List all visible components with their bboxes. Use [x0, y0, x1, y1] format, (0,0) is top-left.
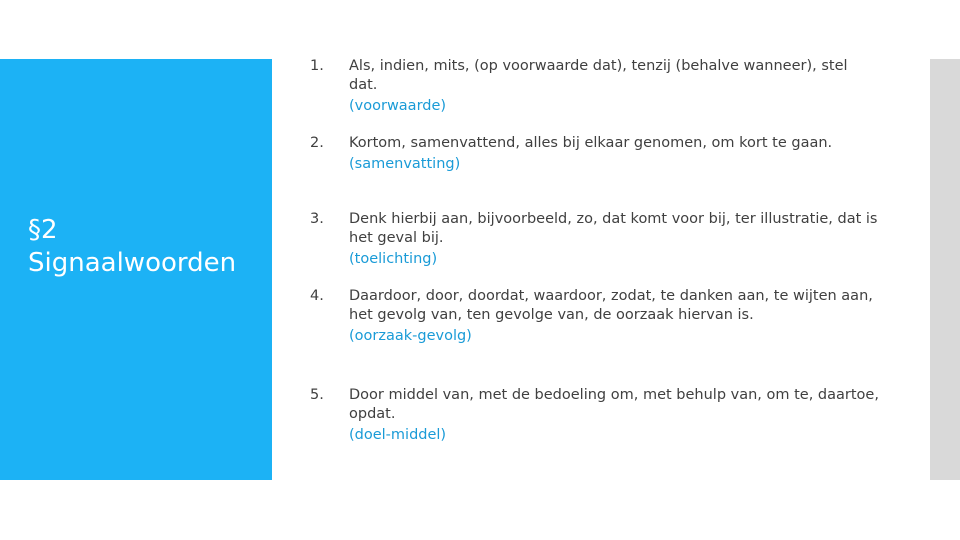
list-item-number: 1. [310, 58, 324, 74]
list-item-text [349, 386, 879, 445]
list-item-text [349, 57, 879, 116]
section-number: §2 [28, 215, 58, 245]
list-item-category: (voorwaarde) [349, 98, 447, 114]
list-item-category: (oorzaak-gevolg) [349, 328, 472, 344]
list-item-text [349, 287, 879, 346]
list-item-body: Kortom, samenvattend, alles bij elkaar genomen, om kort te gaan. [349, 135, 833, 151]
signal-word-list [310, 0, 910, 540]
list-item-number: 5. [310, 387, 324, 403]
section-title [28, 214, 268, 280]
side-bar [930, 59, 960, 480]
list-item-body: Daardoor, door, doordat, waardoor, zodat, te danken aan, te wijten aan, het gevolg van, ten gevolge van, de oorzaak hiervan is. [349, 288, 873, 323]
section-heading: Signaalwoorden [28, 248, 237, 278]
list-item-text [349, 134, 879, 174]
list-item-text [349, 210, 879, 269]
list-item-number: 3. [310, 211, 324, 227]
list-item-category: (doel-middel) [349, 427, 447, 443]
list-item-body: Door middel van, met de bedoeling om, met behulp van, om te, daartoe, opdat. [349, 387, 879, 422]
list-item-category: (toelichting) [349, 251, 438, 267]
list-item-body: Als, indien, mits, (op voorwaarde dat), tenzij (behalve wanneer), stel dat. [349, 58, 848, 93]
list-item-category: (samenvatting) [349, 156, 461, 172]
list-item-number: 2. [310, 135, 324, 151]
list-item-body: Denk hierbij aan, bijvoorbeeld, zo, dat komt voor bij, ter illustratie, dat is het geval bij. [349, 211, 878, 246]
list-item-number: 4. [310, 288, 324, 304]
